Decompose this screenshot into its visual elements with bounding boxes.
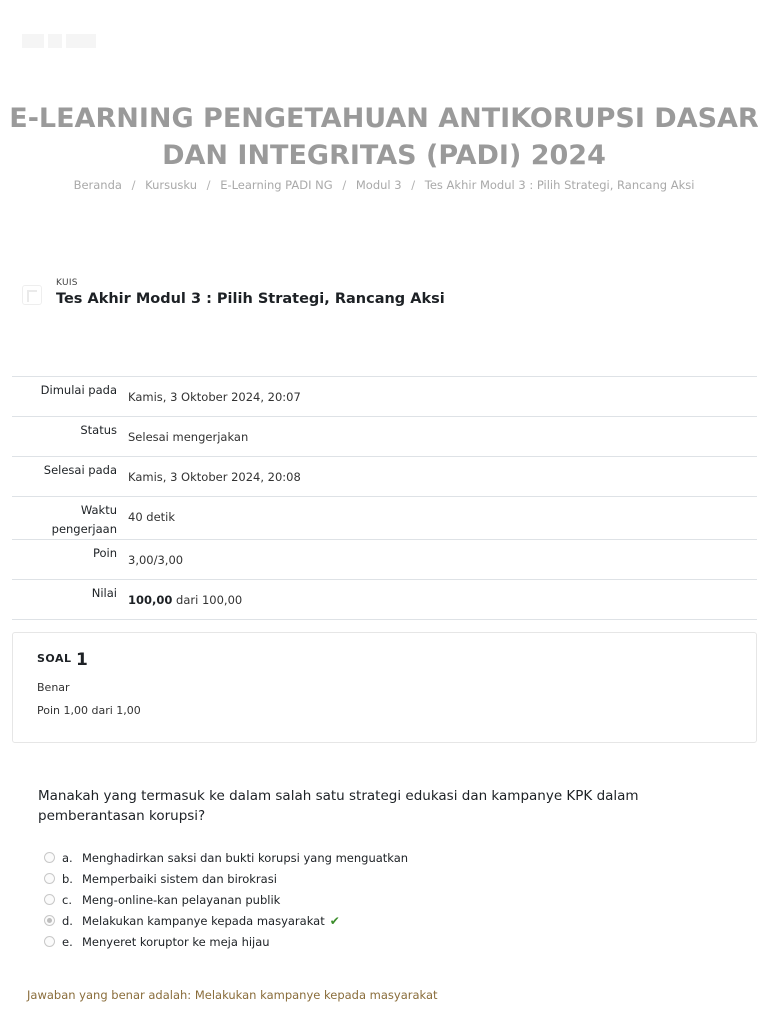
activity-title: Tes Akhir Modul 3 : Pilih Strategi, Rancang Aksi (56, 291, 445, 307)
page-title: E-LEARNING PENGETAHUAN ANTIKORUPSI DASAR DAN INTEGRITAS (PADI) 2024 (9, 103, 759, 171)
answer-text: Menghadirkan saksi dan bukti korupsi yang menguatkan (82, 850, 409, 865)
activity-header (22, 278, 722, 318)
summary-row-duration (12, 497, 757, 540)
summary-value: Kamis, 3 Oktober 2024, 20:08 (128, 470, 301, 484)
answer-text: Menyeret koruptor ke meja hijau (82, 934, 270, 949)
answer-letter: a. (62, 850, 73, 865)
summary-label: Poin (92, 546, 117, 560)
answer-letter: e. (62, 934, 73, 949)
radio-button[interactable] (44, 936, 55, 947)
summary-row-marks (12, 540, 757, 580)
question-text: Manakah yang termasuk ke dalam salah satu strategi edukasi dan kampanye KPK dalam pemberantasan korupsi? (38, 788, 639, 824)
breadcrumb-separator: / (411, 178, 416, 192)
summary-row-started (12, 377, 757, 417)
summary-label: Selesai pada (43, 463, 117, 477)
answer-option-a[interactable] (44, 847, 644, 868)
summary-label: Dimulai pada (40, 383, 117, 397)
radio-button[interactable] (44, 852, 55, 863)
breadcrumb-home[interactable]: Beranda (73, 178, 122, 192)
question-number: 1 (76, 650, 88, 670)
activity-type-label: KUIS (56, 278, 78, 288)
summary-row-completed (12, 457, 757, 497)
breadcrumb-quiz[interactable]: Tes Akhir Modul 3 : Pilih Strategi, Rancang Aksi (424, 178, 695, 192)
breadcrumb-separator: / (206, 178, 211, 192)
question-label: SOAL (37, 652, 72, 665)
summary-value: 40 detik (128, 510, 176, 524)
summary-row-status (12, 417, 757, 457)
answer-letter: d. (62, 913, 73, 928)
breadcrumb (0, 178, 768, 192)
summary-value (124, 580, 757, 620)
answer-option-e[interactable] (44, 931, 644, 952)
answer-option-b[interactable] (44, 868, 644, 889)
quiz-icon (22, 285, 42, 305)
answer-text: Meng-online-kan pelayanan publik (82, 892, 281, 907)
answer-text: Melakukan kampanye kepada masyarakat (82, 913, 325, 928)
radio-button[interactable] (44, 894, 55, 905)
breadcrumb-separator: / (131, 178, 136, 192)
summary-label: Status (80, 423, 117, 437)
correct-check-icon: ✔ (329, 913, 340, 928)
answer-letter: b. (62, 871, 73, 886)
breadcrumb-module[interactable]: Modul 3 (355, 178, 402, 192)
summary-label: Waktu pengerjaan (51, 503, 117, 536)
attempt-summary-table (12, 376, 757, 620)
answer-option-c[interactable] (44, 889, 644, 910)
answer-text: Memperbaiki sistem dan birokrasi (82, 871, 277, 886)
site-logo[interactable] (22, 30, 112, 54)
question-state: Benar (37, 681, 70, 694)
summary-value: 3,00/3,00 (128, 553, 184, 567)
breadcrumb-course[interactable]: E-Learning PADI NG (220, 178, 333, 192)
summary-value: Kamis, 3 Oktober 2024, 20:07 (128, 390, 301, 404)
summary-row-grade (12, 580, 757, 620)
answer-letter: c. (62, 892, 72, 907)
breadcrumb-my-courses[interactable]: Kursusku (145, 178, 197, 192)
summary-value: Selesai mengerjakan (128, 430, 249, 444)
answer-option-d[interactable] (44, 910, 644, 931)
radio-button-selected[interactable] (44, 915, 55, 926)
correct-answer-feedback: Jawaban yang benar adalah: Melakukan kampanye kepada masyarakat (27, 988, 438, 1002)
radio-button[interactable] (44, 873, 55, 884)
answer-list (44, 847, 644, 952)
question-grade: Poin 1,00 dari 1,00 (37, 704, 141, 717)
breadcrumb-separator: / (342, 178, 347, 192)
grade-out-of: dari 100,00 (176, 593, 243, 607)
grade-value: 100,00 (128, 593, 173, 607)
question-info-card (12, 632, 757, 743)
summary-label: Nilai (91, 586, 117, 600)
